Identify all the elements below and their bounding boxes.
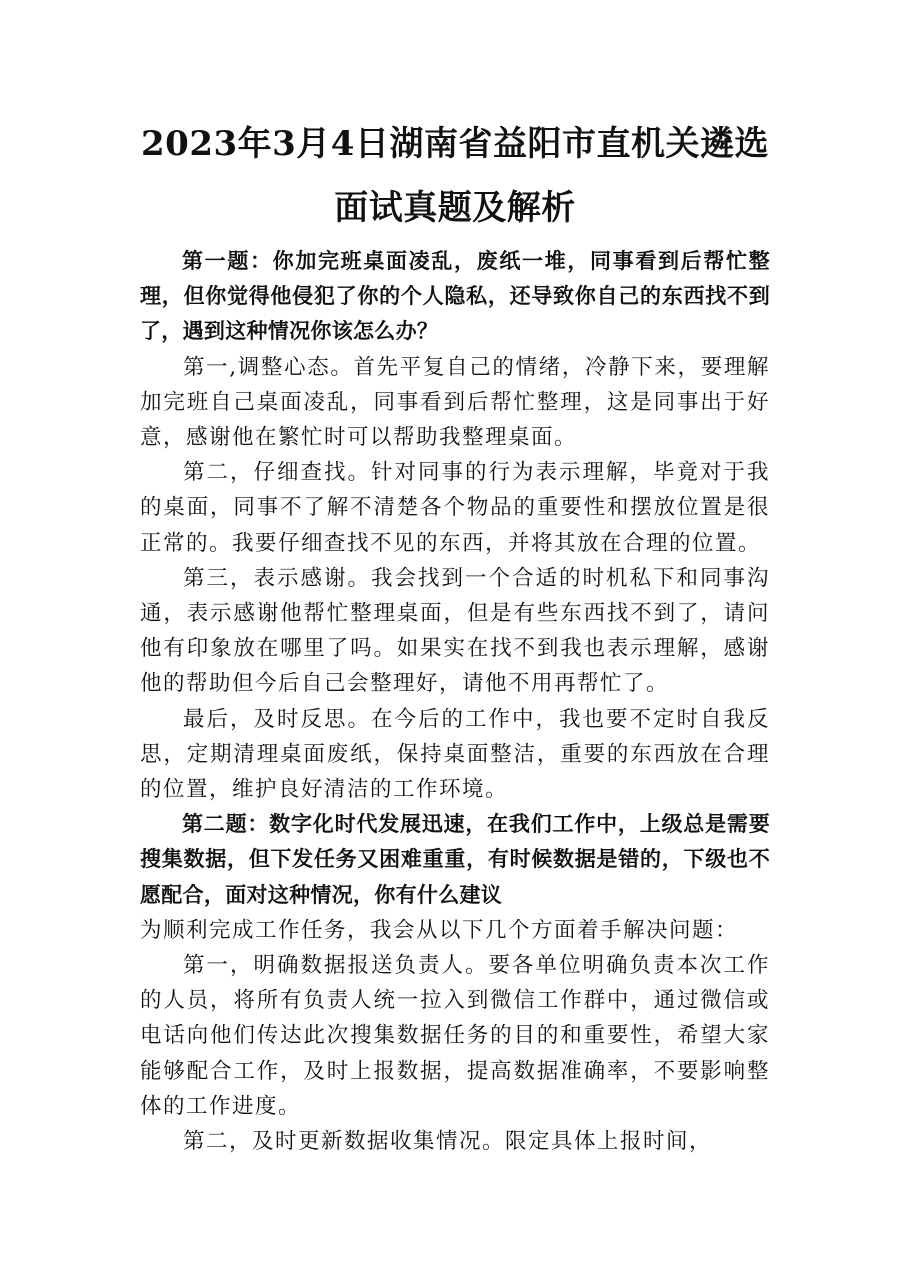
q1-answer-2: 第二，仔细查找。针对同事的行为表示理解，毕竟对于我的桌面，同事不了解不清楚各个物品的重要性和摆放位置是很正常的。我要仔细查找不见的东西，并将其放在合理的位置。 [140, 460, 770, 556]
title-line-2: 面试真题及解析 [334, 188, 576, 228]
q1-answer-1: 第一,调整心态。首先平复自己的情绪，冷静下来，要理解加完班自己桌面凌乱，同事看到后帮忙整理，这是同事出于好意，感谢他在繁忙时可以帮助我整理桌面。 [140, 354, 770, 451]
q2-answer-2: 第二，及时更新数据收集情况。限定具体上报时间， [183, 1129, 713, 1155]
q2-answer-1: 第一，明确数据报送负责人。要各单位明确负责本次工作的人员，将所有负责人统一拉入到微信工作群中，通过微信或电话向他们传达此次搜集数据任务的目的和重要性，希望大家能够配合工作，及时上报数据，提高数据准确率，不要影响整体的工作进度。 [140, 953, 770, 1119]
q1-answer-3: 第三，表示感谢。我会找到一个合适的时机私下和同事沟通，表示感谢他帮忙整理桌面，但是有些东西找不到了，请问他有印象放在哪里了吗。如果实在找不到我也表示理解，感谢他的帮助但今后自己会整理好，请他不用再帮忙了。 [140, 565, 770, 697]
question-2: 第二题：数字化时代发展迅速，在我们工作中，上级总是需要搜集数据，但下发任务又困难重重，有时候数据是错的，下级也不愿配合，面对这种情况，你有什么建议 [140, 812, 770, 907]
title-line-1: 2023年3月4日湖南省益阳市直机关遴选 [141, 124, 769, 164]
q2-lead: 为顺利完成工作任务，我会从以下几个方面着手解决问题： [140, 917, 739, 943]
document-page [140, 112, 770, 1159]
document-title [140, 112, 770, 240]
document-body [140, 244, 770, 1159]
question-1: 第一题：你加完班桌面凌乱，废纸一堆，同事看到后帮忙整理，但你觉得他侵犯了你的个人隐私，还导致你自己的东西找不到了，遇到这种情况你该怎么办？ [140, 249, 770, 344]
q1-answer-4: 最后，及时反思。在今后的工作中，我也要不定时自我反思，定期清理桌面废纸，保持桌面整洁，重要的东西放在合理的位置，维护良好清洁的工作环境。 [140, 706, 770, 803]
